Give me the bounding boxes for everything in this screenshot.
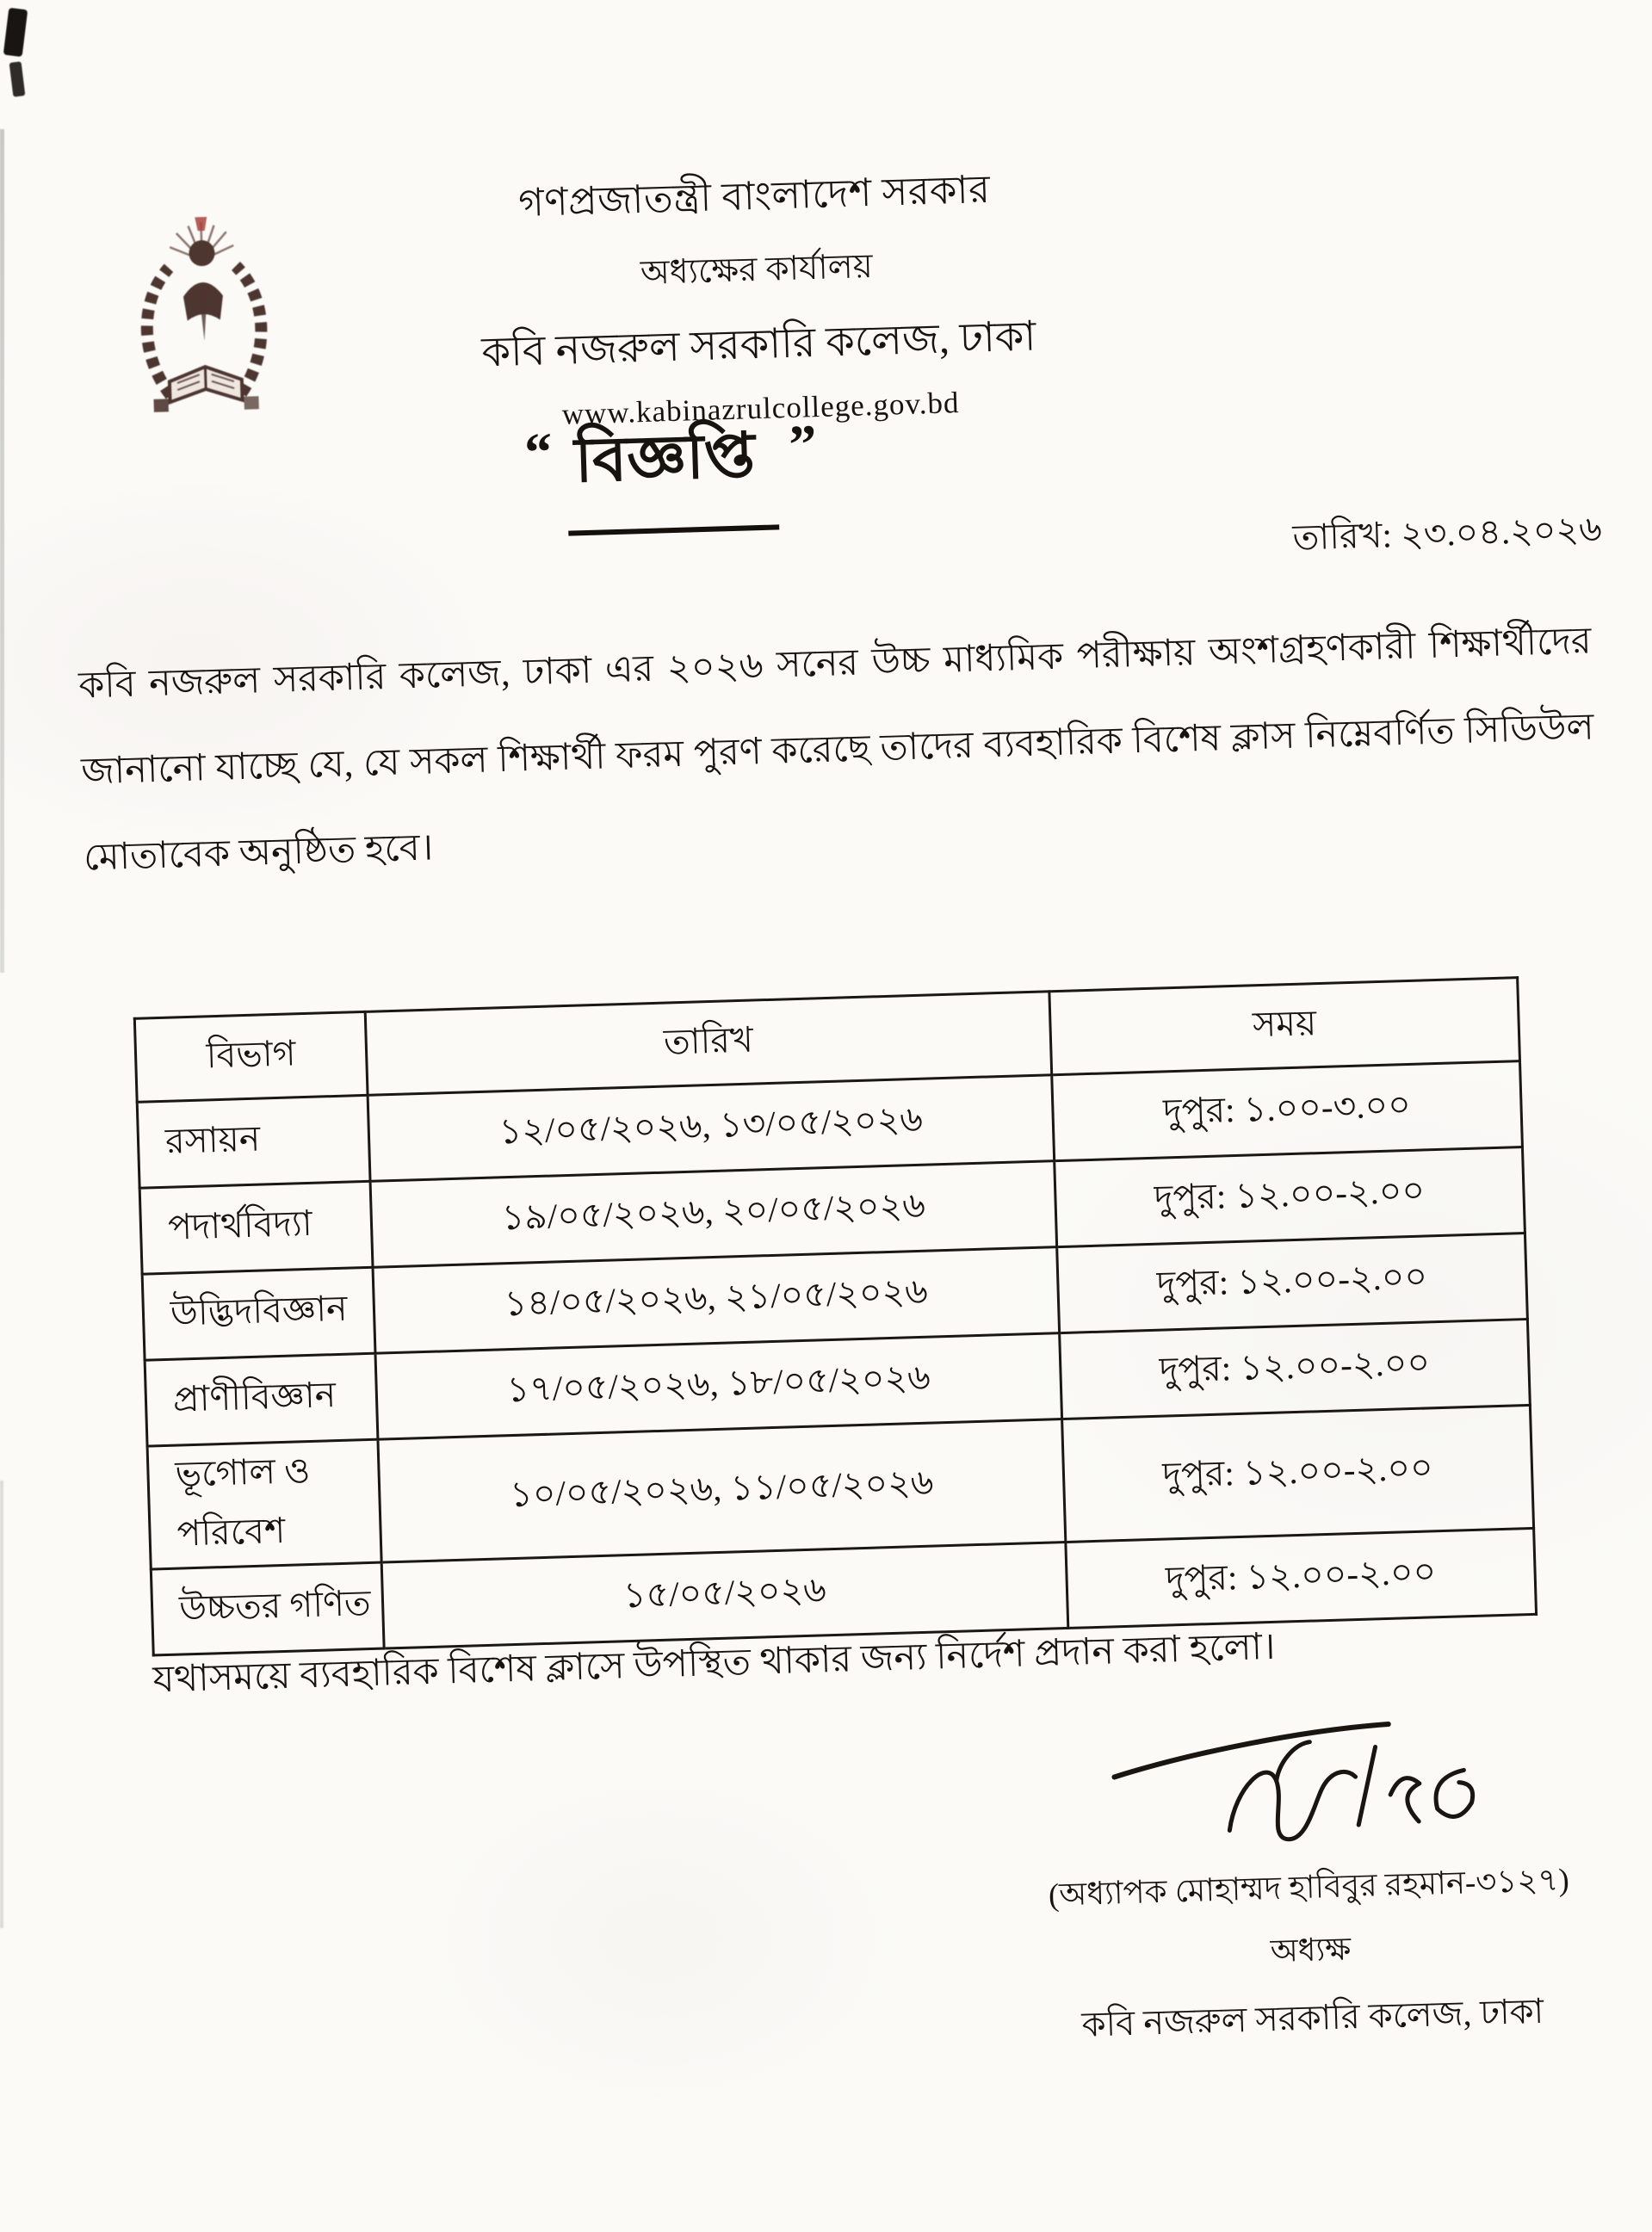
column-header-department: বিভাগ	[134, 1011, 368, 1102]
title-close-quote: ”	[788, 412, 820, 475]
signature-block	[951, 1708, 1652, 2059]
time-cell: দুপুর: ১২.০০-২.০০	[1066, 1528, 1537, 1628]
principal-designation: অধ্যক্ষ	[1270, 1932, 1352, 1970]
column-header-date: তারিখ	[365, 992, 1052, 1096]
time-cell: দুপুর: ১.০০-৩.০০	[1052, 1061, 1523, 1161]
column-header-time: সময়	[1049, 978, 1520, 1075]
title-open-quote: “	[523, 421, 555, 484]
notice-body: কবি নজরুল সরকারি কলেজ, ঢাকা এর ২০২৬ সনের উচ্চ মাধ্যমিক পরীক্ষায় অংশগ্রহণকারী শিক্ষার্থীদের জানানো যাচ্ছে যে, যে সকল শিক্ষার্থী ফরম পুরণ করেছে তাদের ব্যবহারিক বিশেষ ক্লাস নিম্নেবর্ণিত সিডিউল মোতাবেক অনুষ্ঠিত হবে।	[77, 621, 1595, 878]
department-cell: উচ্চতর গণিত	[151, 1562, 384, 1655]
signature-scribble-icon	[1098, 1712, 1515, 1875]
page-title: বিজ্ঞপ্তি	[565, 407, 779, 535]
dates-cell: ১২/০৫/২০২৬, ১৩/০৫/২০২৬	[368, 1075, 1055, 1182]
time-cell: দুপুর: ১২.০০-২.০০	[1062, 1405, 1534, 1542]
dates-cell: ১০/০৫/২০২৬, ১১/০৫/২০২৬	[378, 1419, 1066, 1563]
college-website: www.kabinazrulcollege.gov.bd	[561, 386, 960, 431]
college-name: কবি নজরুল সরকারি কলেজ, ঢাকা	[480, 313, 1037, 376]
time-cell: দুপুর: ১২.০০-২.০০	[1060, 1319, 1531, 1419]
department-cell: ভূগোল ও পরিবেশ	[147, 1439, 381, 1569]
dates-cell: ১৯/০৫/২০২৬, ২০/০৫/২০২৬	[370, 1161, 1057, 1268]
department-cell: প্রাণীবিজ্ঞান	[145, 1353, 378, 1446]
department-cell: রসায়ন	[137, 1095, 370, 1188]
time-cell: দুপুর: ১২.০০-২.০০	[1057, 1233, 1528, 1333]
dates-cell: ১৭/০৫/২০২৬, ১৮/০৫/২০২৬	[375, 1333, 1062, 1440]
department-cell: পদার্থবিদ্যা	[139, 1181, 373, 1274]
department-cell: উদ্ভিদবিজ্ঞান	[142, 1267, 375, 1360]
schedule-table	[133, 976, 1538, 1656]
dates-cell: ১৫/০৫/২০২৬	[381, 1543, 1068, 1649]
principal-institution: কবি নজরুল সরকারি কলেজ, ঢাকা	[1080, 1991, 1544, 2044]
scan-artifact-left-edge	[0, 1481, 3, 1928]
time-cell: দুপুর: ১২.০০-২.০০	[1055, 1147, 1525, 1247]
principal-name: (অধ্যাপক মোহাম্মদ হাবিবুর রহমান-৩১২৭)	[1048, 1862, 1570, 1914]
notice-date: তারিখ: ২৩.০৪.২০২৬	[1291, 509, 1603, 558]
government-name: গণপ্রজাতন্ত্রী বাংলাদেশ সরকার	[517, 167, 991, 226]
office-name: অধ্যক্ষের কার্যালয়	[640, 248, 874, 293]
dates-cell: ১৪/০৫/২০২৬, ২১/০৫/২০২৬	[373, 1247, 1060, 1354]
notice-closing: যথাসময়ে ব্যবহারিক বিশেষ ক্লাসে উপস্থিত থাকার জন্য নির্দেশ প্রদান করা হলো।	[152, 1626, 1277, 1701]
